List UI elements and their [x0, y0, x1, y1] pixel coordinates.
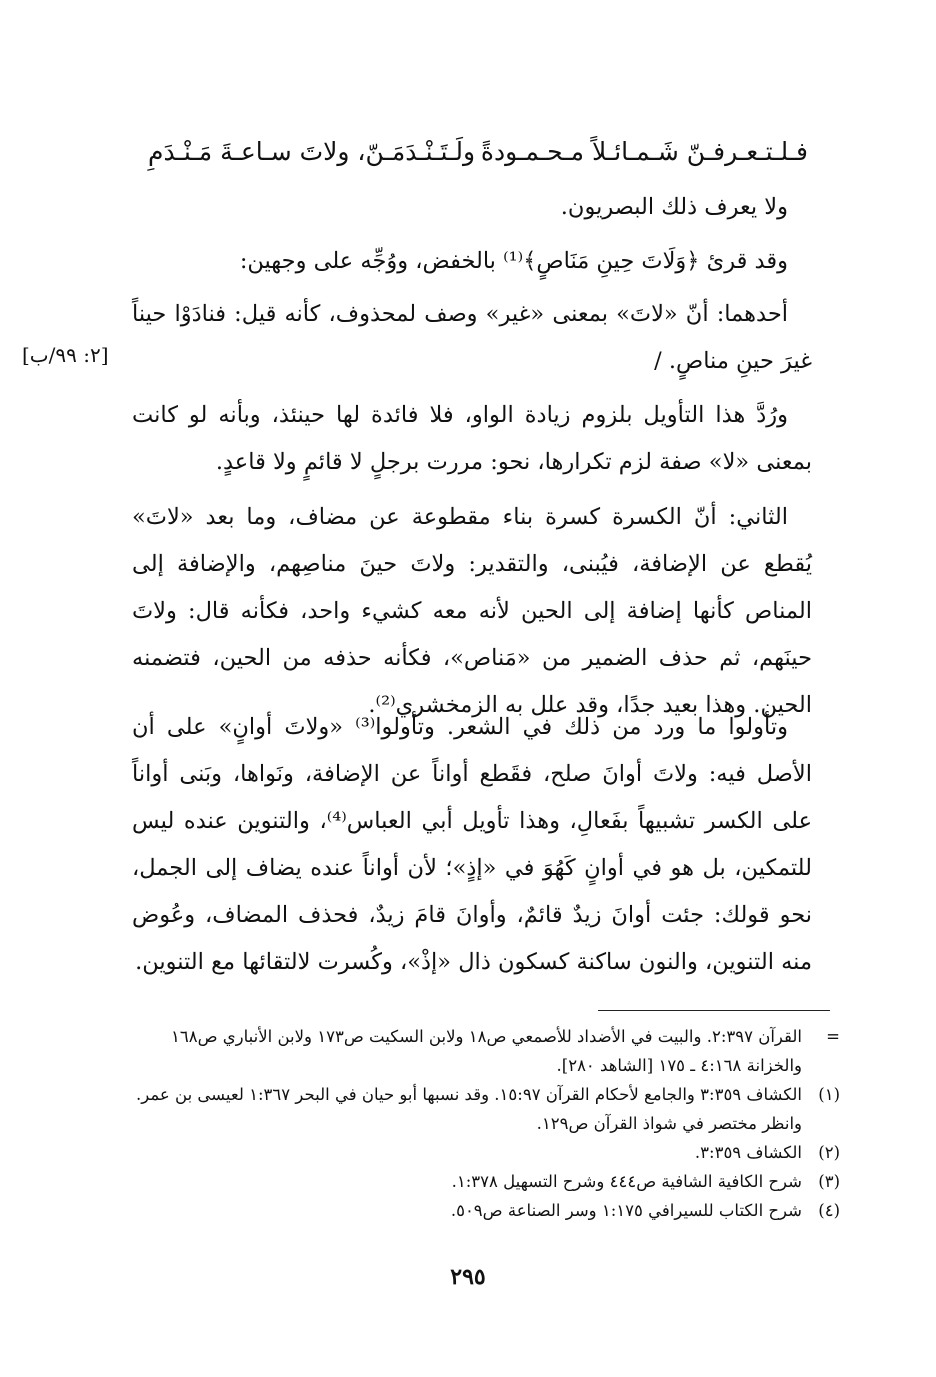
verse-first-hemistich: فـلـتـعـرفـنّ شَـمـائـلاً مـحـمـودةً: [480, 137, 808, 166]
footnote-text: القرآن ٢:٣٩٧. والبيت في الأضداد للأصمعي ص١٨ ولابن السكيت ص١٧٣ ولابن الأنباري ص١٦٨ والخزانة ٤:١٦٨ ـ ١٧٥ [الشاهد ٢٨٠].: [170, 1027, 802, 1075]
footnote-marker: (٣): [818, 1172, 840, 1191]
footnote: [128, 1138, 840, 1167]
footnote-marker: (٤): [818, 1201, 840, 1220]
paragraph-rebuttal: ورُدَّ هذا التأويل بلزوم زيادة الواو، فلا فائدة لها حينئذ، وبأنه لو كانت بمعنى «لا» صفة لزم تكرارها، نحو: مررت برجلٍ لا قائمٍ ولا قاعدٍ.: [132, 402, 812, 475]
footnote-text: الكشاف ٣:٣٥٩.: [694, 1143, 802, 1162]
footnote: [128, 1080, 840, 1138]
footnote-text: شرح الكافية الشافية ص٤٤٤ وشرح التسهيل ١:٣٧٨.: [451, 1172, 802, 1191]
footnote: [128, 1022, 840, 1080]
footnote-marker: (٢): [818, 1143, 840, 1162]
footnotes: [128, 1022, 840, 1225]
poetry-verse: [148, 130, 808, 174]
footnote: [128, 1167, 840, 1196]
footnote-separator: [598, 1010, 830, 1011]
paragraph-poetry-interpretation: وتأولوا ما ورد من ذلك في الشعر. وتأولوا⁽³⁾ «ولاتَ أوانٍ» على أن الأصل فيه: ولاتَ أوانَ صلح، فقَطع أواناً عن الإضافة، ونَواها، وبَنى أواناً على الكسر تشبيهاً بفَعالِ، وهذا تأويل أبي العباس⁽⁴⁾، والتنوين عنده ليس للتمكين، بل هو في أوانٍ كَهُوَ في «إذٍ»؛ لأن أواناً عنده يضاف إلى الجمل، نحو قولك: جئت أوانَ زيدٌ قائمٌ، وأوانَ قامَ زيدٌ، فحذف المضاف، وعُوض منه التنوين، والنون ساكنة كسكون ذال «إذْ»، وكُسرت لالتقائها مع التنوين.: [132, 714, 812, 975]
footnote-text: الكشاف ٣:٣٥٩ والجامع لأحكام القرآن ١٥:٩٧. وقد نسبها أبو حيان في البحر ١:٣٦٧ لعيسى بن عمر. وانظر مختصر في شواذ القرآن ص١٢٩.: [136, 1085, 802, 1133]
footnote-marker: (١): [818, 1085, 840, 1104]
footnote: [128, 1196, 840, 1225]
paragraph-basrans: ولا يعرف ذلك البصريون.: [560, 194, 788, 220]
footnote-marker: =: [826, 1027, 840, 1046]
paragraph-first-view: أحدهما: أنّ «لاتَ» بمعنى «غير» وصف لمحذوف، كأنه قيل: فنادَوْا حيناً غيرَ حينِ مناصٍ. /: [132, 301, 812, 374]
paragraph-reading: وقد قرئ ﴿وَلَاتَ حِينِ مَنَاصٍ﴾⁽¹⁾ بالخفض، ووُجِّه على وجهين:: [239, 248, 788, 274]
footnote-text: شرح الكتاب للسيرافي ١:١٧٥ وسر الصناعة ص٥٠٩.: [450, 1201, 802, 1220]
paragraph-second-view: الثاني: أنّ الكسرة كسرة بناء مقطوعة عن مضاف، وما بعد «لاتَ» يُقطع عن الإضافة، فيُبنى، والتقدير: ولاتَ حينَ مناصِهم، والإضافة إلى المناص كأنها إضافة إلى الحين لأنه معه كشيء واحد، فكأنه قال: ولاتَ حينَهم، ثم حذف الضمير من «مَناص»، فكأنه حذفه من الحين، فتضمنه الحين. وهذا بعيد جدًا، وقد علل به الزمخشري⁽²⁾.: [132, 504, 812, 718]
page-number: ٢٩٥: [450, 1264, 486, 1290]
verse-second-hemistich: ولَـتَـنْـدَمَـنّ، ولاتَ سـاعـةَ مَـنْـدَمِ: [148, 137, 476, 166]
manuscript-folio-reference: [٢: ٩٩/ب]: [22, 343, 109, 367]
